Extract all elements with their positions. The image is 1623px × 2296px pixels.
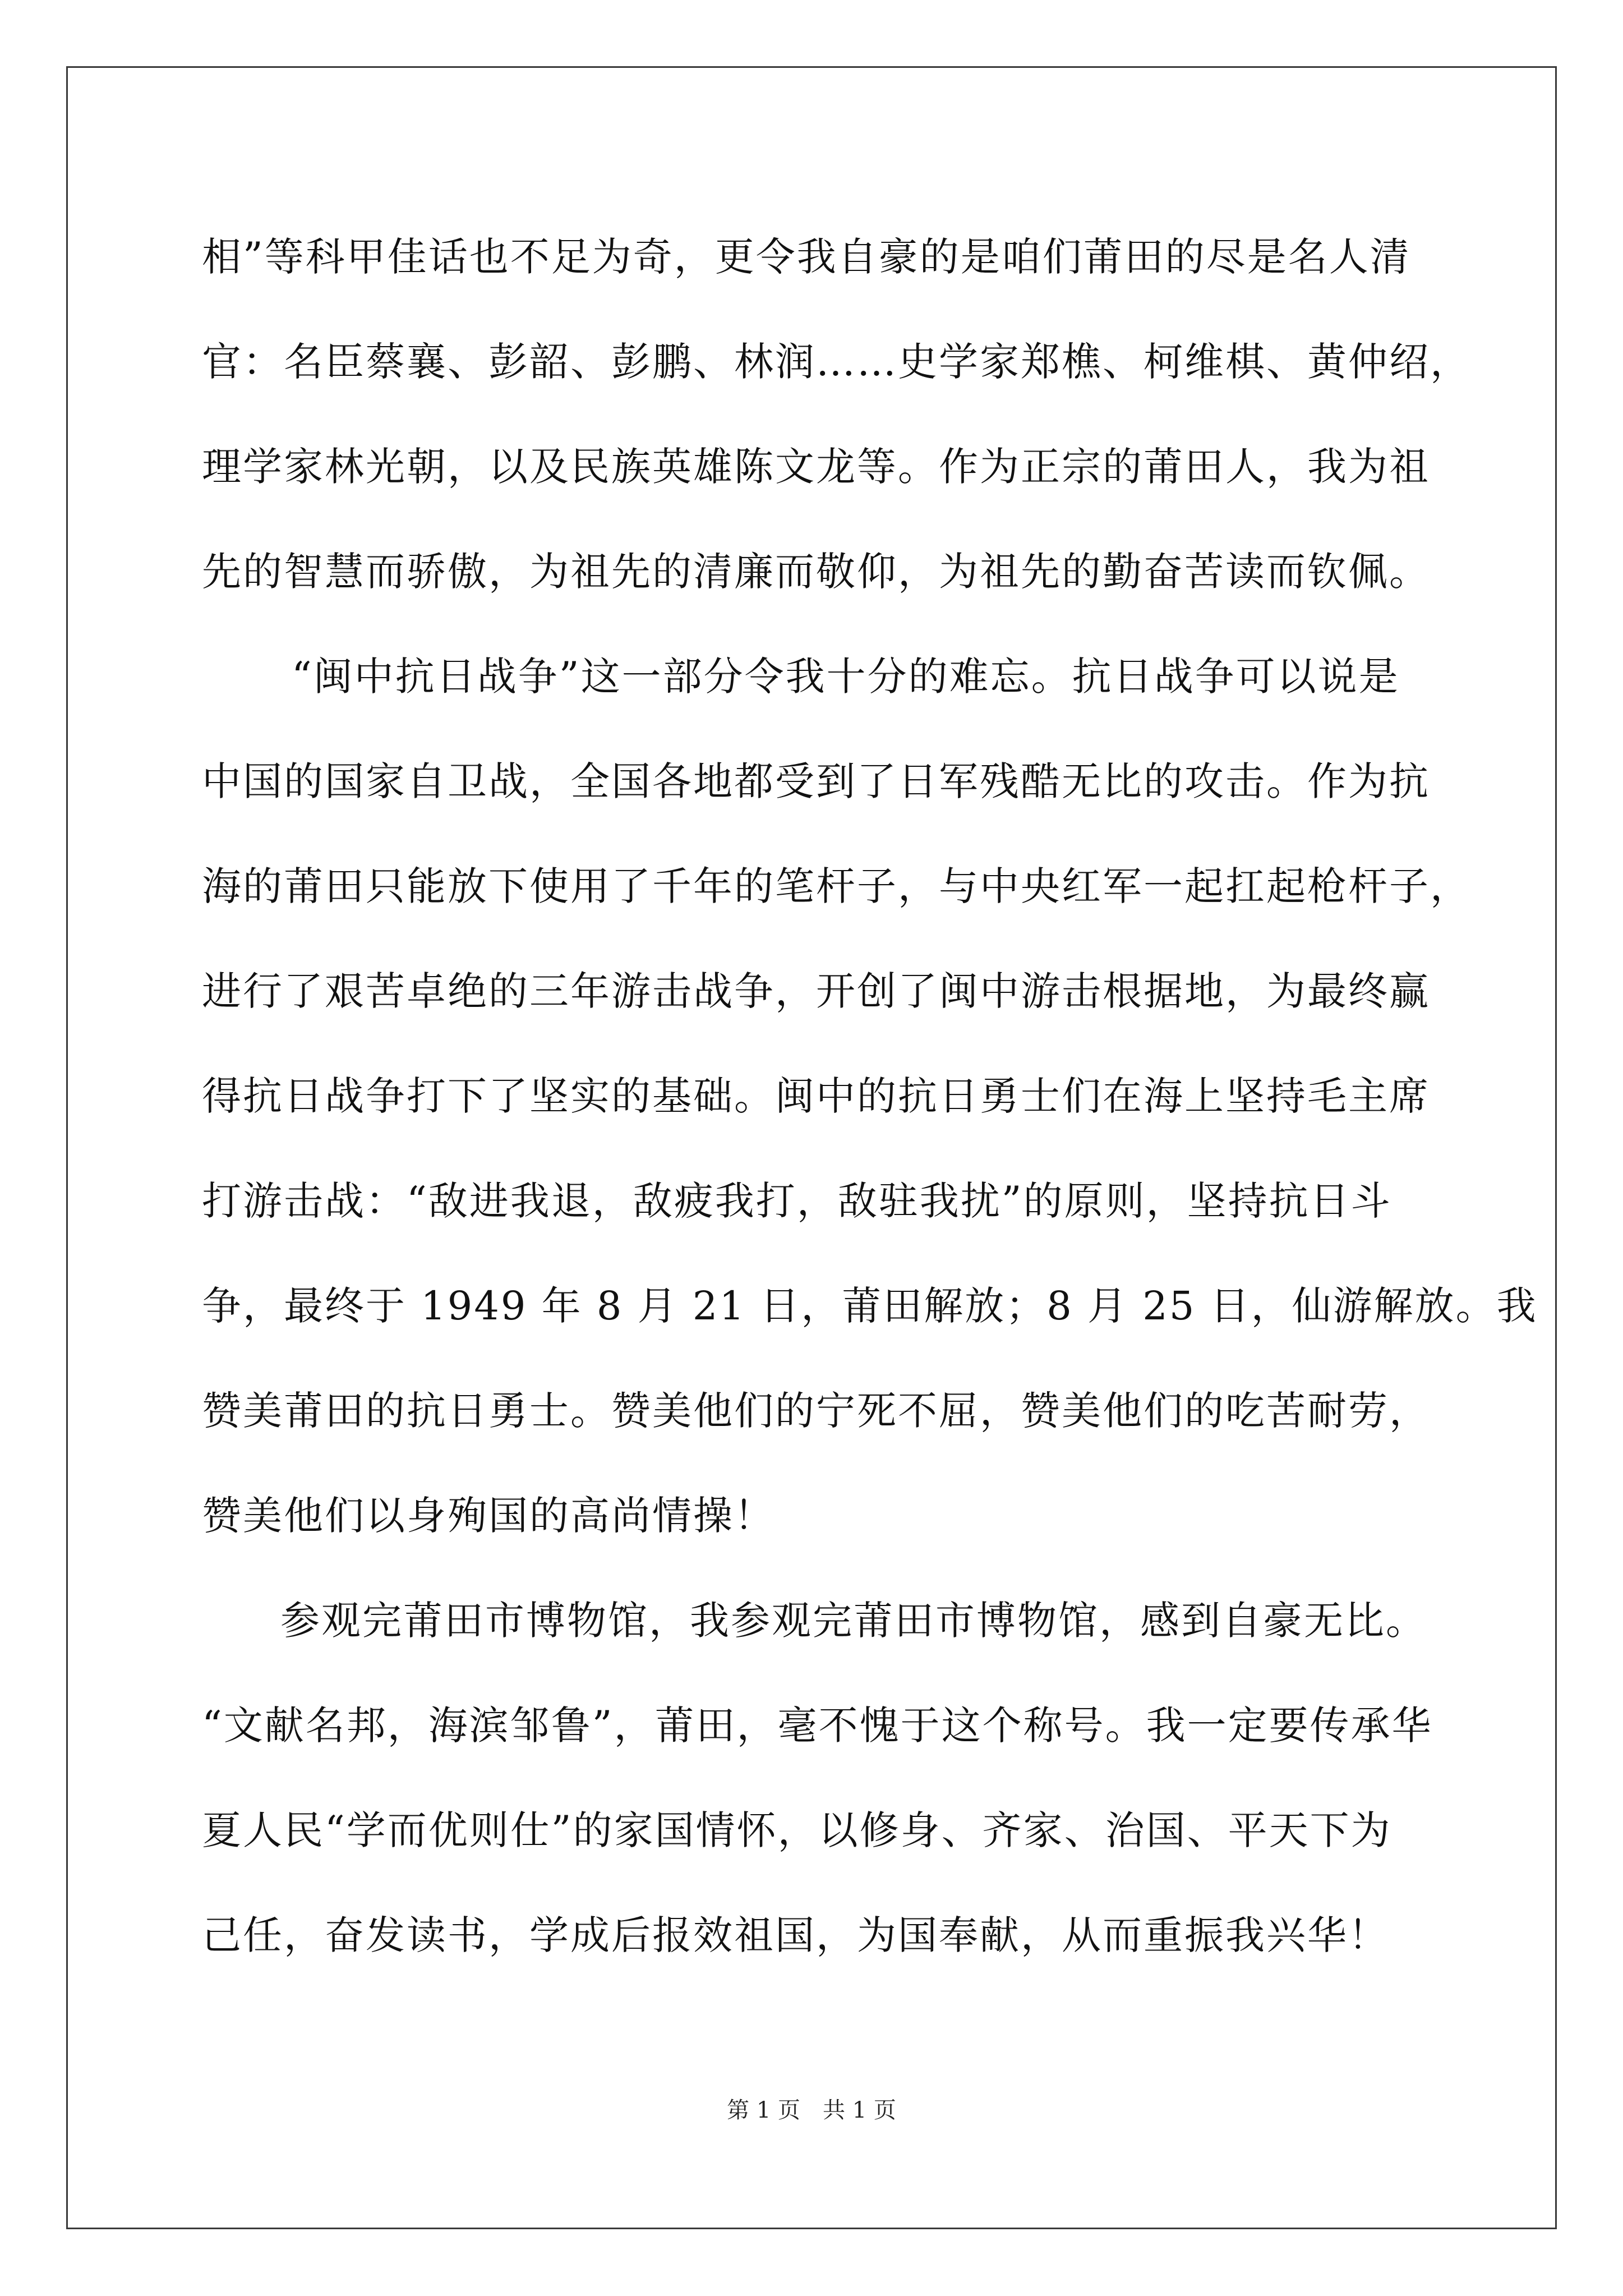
text-line: 海的莆田只能放下使用了千年的笔杆子，与中央红军一起扛起枪杆子，	[202, 863, 1471, 909]
text-line: 己任，奋发读书，学成后报效祖国，为国奉献，从而重振我兴华！	[202, 1912, 1389, 1958]
text-line: 夏人民“学而优则仕”的家国情怀，以修身、齐家、治国、平天下为	[202, 1807, 1392, 1853]
text-line: 得抗日战争打下了坚实的基础。闽中的抗日勇士们在海上坚持毛主席	[202, 1073, 1430, 1119]
text-line: 参观完莆田市博物馆，我参观完莆田市博物馆，感到自豪无比。	[280, 1598, 1427, 1644]
page-footer: 第 1 页 共 1 页	[727, 2097, 896, 2123]
text-line: 中国的国家自卫战，全国各地都受到了日军残酷无比的攻击。作为抗	[202, 758, 1430, 804]
text-line: 打游击战：“敌进我退，敌疲我打，敌驻我扰”的原则，坚持抗日斗	[202, 1178, 1392, 1224]
text-line: 赞美他们以身殉国的高尚情操！	[202, 1493, 775, 1539]
document-body	[202, 205, 1538, 1988]
text-line: 相”等科甲佳话也不足为奇，更令我自豪的是咱们莆田的尽是名人清	[202, 234, 1411, 280]
text-line: 理学家林光朝，以及民族英雄陈文龙等。作为正宗的莆田人，我为祖	[202, 444, 1430, 490]
text-line: 先的智慧而骄傲，为祖先的清廉而敬仰，为祖先的勤奋苦读而钦佩。	[202, 549, 1430, 595]
text-line: 争，最终于 1949 年 8 月 21 日，莆田解放；8 月 25 日，仙游解放。我	[202, 1283, 1538, 1329]
text-line: “闽中抗日战争”这一部分令我十分的难忘。抗日战争可以说是	[292, 654, 1400, 700]
text-line: 赞美莆田的抗日勇士。赞美他们的宁死不屈，赞美他们的吃苦耐劳，	[202, 1388, 1430, 1434]
text-line: “文献名邦，海滨邹鲁”，莆田，毫不愧于这个称号。我一定要传承华	[202, 1703, 1433, 1749]
text-line: 进行了艰苦卓绝的三年游击战争，开创了闽中游击根据地，为最终赢	[202, 968, 1430, 1014]
text-line: 官：名臣蔡襄、彭韶、彭鹏、林润……史学家郑樵、柯维棋、黄仲绍，	[202, 339, 1471, 385]
